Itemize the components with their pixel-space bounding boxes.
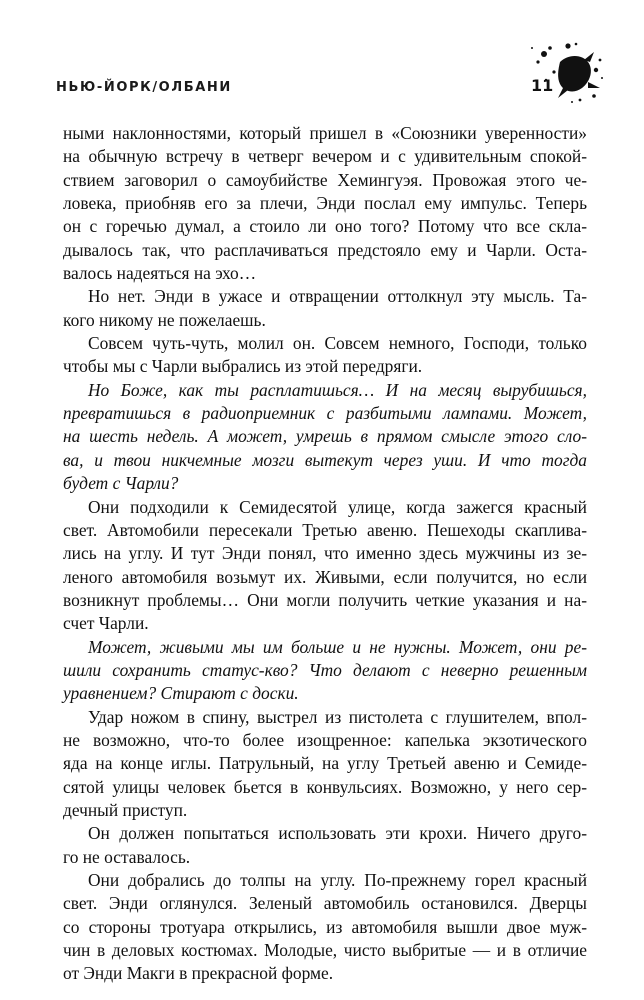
- text-line: на шесть недель. А может, умрешь в прямом смысле этого сло-: [63, 426, 587, 447]
- text-line: он с горечью думал, а стоило ли оно того? Потому что все скла-: [63, 216, 587, 237]
- page-number: 11: [531, 76, 554, 95]
- text-line: ствием заговорил о самоубийстве Хемингуэя. Провожая этого че-: [63, 169, 587, 190]
- text-line: яда на конце иглы. Патрульный, на углу Третьей авеню и Семиде-: [63, 753, 587, 774]
- paragraph: [63, 332, 587, 379]
- text-line: Он должен попытаться использовать эти крохи. Ничего друго-: [88, 823, 587, 844]
- text-line: Может, живыми мы им больше и не нужны. Может, они ре-: [88, 636, 587, 657]
- text-line: дывалось так, что расплачиваться предстояло ему и Чарли. Оста-: [63, 239, 587, 260]
- paragraph: [63, 822, 587, 869]
- text-line: леного автомобиля возьмут их. Живыми, если получится, но если: [63, 566, 587, 587]
- text-line: со стороны тротуара открылись, из автомобиля вышли двое муж-: [63, 916, 587, 937]
- text-line: Они подходили к Семидесятой улице, когда зажегся красный: [88, 496, 587, 517]
- text-line: ными наклонностями, который пришел в «Союзники уверенности»: [63, 123, 587, 143]
- text-line: дечный приступ.: [63, 799, 188, 820]
- text-line: валось надеяться на эхо…: [63, 263, 257, 284]
- running-head: НЬЮ-ЙОРК/ОЛБАНИ: [56, 80, 232, 95]
- text-line: Они добрались до толпы на углу. По-прежнему горел красный: [88, 870, 587, 890]
- text-line: Удар ножом в спину, выстрел из пистолета с глушителем, впол-: [88, 706, 587, 727]
- text-line: сятой улицы человек бьется в конвульсиях. Возможно, у него сер-: [63, 776, 587, 797]
- text-line: ва, и твои никчемные мозги вытекут через уши. И что тогда: [63, 449, 587, 470]
- text-line: го не оставалось.: [63, 846, 191, 867]
- text-line: лись на углу. И тут Энди понял, что именно здесь мужчины из зе-: [63, 543, 587, 564]
- text-line: на обычную встречу в четверг вечером и с удивительным спокой-: [63, 146, 587, 167]
- text-line: Совсем чуть-чуть, молил он. Совсем немного, Господи, только: [88, 333, 587, 354]
- paragraph: [63, 706, 587, 823]
- italic-paragraph: [63, 379, 587, 496]
- text-line: чтобы мы с Чарли выбрались из этой передряги.: [63, 356, 423, 377]
- text-line: не возможно, что-то более изощренное: капелька экзотического: [63, 729, 587, 750]
- text-line: будет с Чарли?: [63, 473, 179, 494]
- text-line: уравнением? Стирают с доски.: [63, 683, 299, 704]
- text-line: ловека, приобняв его за плечи, Энди послал ему импульс. Теперь: [63, 193, 587, 214]
- text-line: от Энди Макги в прекрасной форме.: [63, 963, 334, 984]
- text-line: шили сохранить статус-кво? Что делают с неверно решенным: [63, 659, 587, 680]
- text-line: кого никому не пожелаешь.: [63, 309, 266, 330]
- text-line: возникнут проблемы… Они могли получить четкие указания и на-: [63, 589, 587, 610]
- text-line: свет. Автомобили пересекали Третью авеню. Пешеходы скаплива-: [63, 519, 587, 540]
- text-line: превратишься в радиоприемник с разбитыми лампами. Может,: [63, 403, 587, 424]
- text-line: счет Чарли.: [63, 613, 149, 634]
- chapter-body-text: [63, 122, 587, 986]
- paragraph: [63, 122, 587, 285]
- text-line: Но Боже, как ты расплатишься… И на месяц вырубишься,: [88, 379, 587, 400]
- paragraph: [63, 496, 587, 636]
- paragraph: [63, 869, 587, 986]
- text-line: свет. Энди оглянулся. Зеленый автомобиль остановился. Дверцы: [63, 893, 587, 914]
- text-line: Но нет. Энди в ужасе и отвращении оттолкнул эту мысль. Та-: [88, 286, 587, 307]
- italic-paragraph: [63, 636, 587, 706]
- text-line: чин в деловых костюмах. Молодые, чисто выбритые — и в отличие: [63, 940, 587, 961]
- paragraph: [63, 285, 587, 332]
